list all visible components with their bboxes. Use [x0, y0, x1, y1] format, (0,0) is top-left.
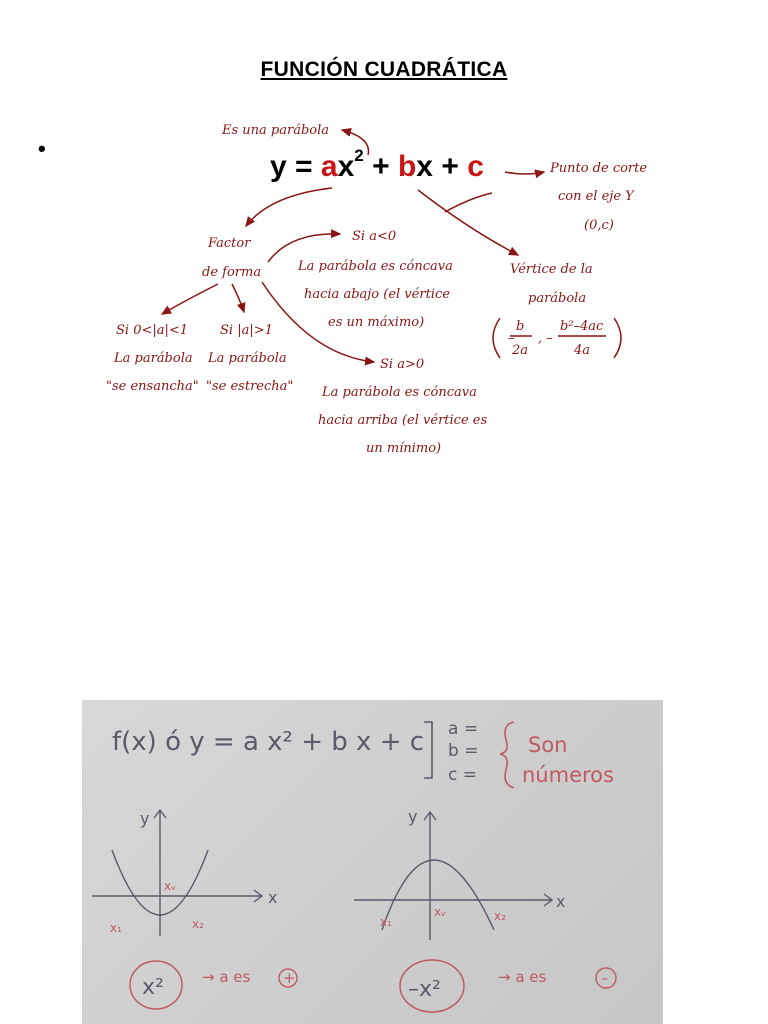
note-concava-arriba-2: hacia arriba (el vértice es [318, 413, 488, 428]
note-si-a-menor: Si a<0 [352, 229, 397, 244]
note-si-a-mayor: Si a>0 [380, 357, 425, 372]
arrow-to-si-ensancha [162, 284, 218, 314]
document-title: FUNCIÓN CUADRÁTICA [260, 58, 508, 81]
note-concava-arriba-3: un mínimo) [366, 441, 442, 456]
note-factor-1: Factor [208, 236, 251, 251]
note-factor-2: de forma [202, 265, 262, 280]
arrow-to-si-estrecha [232, 284, 244, 312]
graph1-xv: xᵥ [164, 879, 177, 893]
note-es-una-parabola: Es una parábola [222, 123, 330, 138]
note-vertice-1: Vértice de la [510, 262, 593, 277]
note-estrecha-2: La parábola [208, 351, 287, 366]
coef-b: b = [448, 741, 479, 761]
vertex-comma-minus: , – [538, 331, 553, 346]
graph1-x1: x₁ [110, 921, 122, 935]
arrow-to-punto-corte [505, 172, 544, 174]
note-concava-arriba-1: La parábola es cóncava [322, 385, 477, 400]
eq-y: y = [270, 150, 313, 183]
coef-a: a = [448, 719, 479, 739]
graph2-term: –x² [408, 977, 441, 1002]
bullet-point: • [38, 136, 46, 161]
graph1-y-label: y [140, 809, 150, 828]
note-ensancha-2: La parábola [114, 351, 193, 366]
graph1-sign: + [283, 969, 296, 987]
graph2-x1: x₁ [380, 915, 392, 929]
graph2-arrow-text: → a es [498, 968, 547, 986]
graph1-x-label: x [268, 888, 278, 907]
vertex-numerator: b²–4ac [560, 319, 604, 334]
note-ensancha-1: Si 0<|a|<1 [116, 323, 189, 338]
graph2-x-label: x [556, 892, 566, 911]
eq-x2: x [416, 150, 433, 183]
note-estrecha-3: "se estrecha" [206, 379, 294, 394]
graph2-parabola [382, 860, 494, 930]
note-concava-abajo-2: hacia abajo (el vértice [304, 287, 450, 302]
note-punto-corte-3: (0,c) [584, 218, 614, 233]
coef-c: c = [448, 765, 477, 785]
eq-plus-1: + [372, 150, 390, 183]
graph2-x2: x₂ [494, 909, 506, 923]
graph1-term: x² [142, 975, 164, 1000]
eq-coef-a: a [320, 150, 338, 183]
note-estrecha-1: Si |a|>1 [220, 323, 273, 338]
eq-exponent: 2 [354, 146, 364, 165]
arrow-to-factor [246, 188, 332, 226]
photo-content [82, 700, 663, 1024]
arrow-to-si-a-menor [268, 234, 340, 262]
numeros-label: números [522, 763, 614, 787]
bracket [424, 722, 432, 778]
vertex-minus-1: – [508, 331, 515, 346]
note-concava-abajo-1: La parábola es cóncava [298, 259, 453, 274]
graph1-arrow-text: → a es [202, 968, 251, 986]
graph2-y-label: y [408, 807, 418, 826]
annotation-diagram [0, 0, 768, 470]
eq-coef-b: b [397, 150, 417, 183]
eq-coef-c: c [467, 150, 484, 183]
note-punto-corte-1: Punto de corte [550, 161, 648, 176]
eq-x: x [337, 150, 355, 183]
curly-brace [500, 722, 514, 788]
arrow-to-es-una-parabola [342, 130, 368, 155]
vertex-4a: 4a [574, 343, 591, 358]
vertex-paren-left [493, 318, 500, 358]
handwritten-photo [82, 700, 663, 1024]
graph1-x2: x₂ [192, 917, 204, 931]
vertex-b: b [516, 319, 525, 334]
note-vertice-2: parábola [528, 291, 587, 306]
note-concava-abajo-3: es un máximo) [328, 315, 425, 330]
vertex-paren-right [614, 318, 621, 358]
photo-equation: f(x) ó y = a x² + b x + c [112, 727, 425, 757]
son-label: Son [528, 733, 568, 757]
note-punto-corte-2: con el eje Y [558, 189, 634, 204]
arrow-to-vertice [418, 190, 518, 255]
note-ensancha-3: "se ensancha" [106, 379, 199, 394]
connector-b-c [445, 193, 492, 212]
vertex-2a: 2a [512, 343, 529, 358]
graph2-xv: xᵥ [434, 905, 447, 919]
eq-plus-2: + [441, 150, 459, 183]
graph2-sign: – [601, 969, 609, 987]
